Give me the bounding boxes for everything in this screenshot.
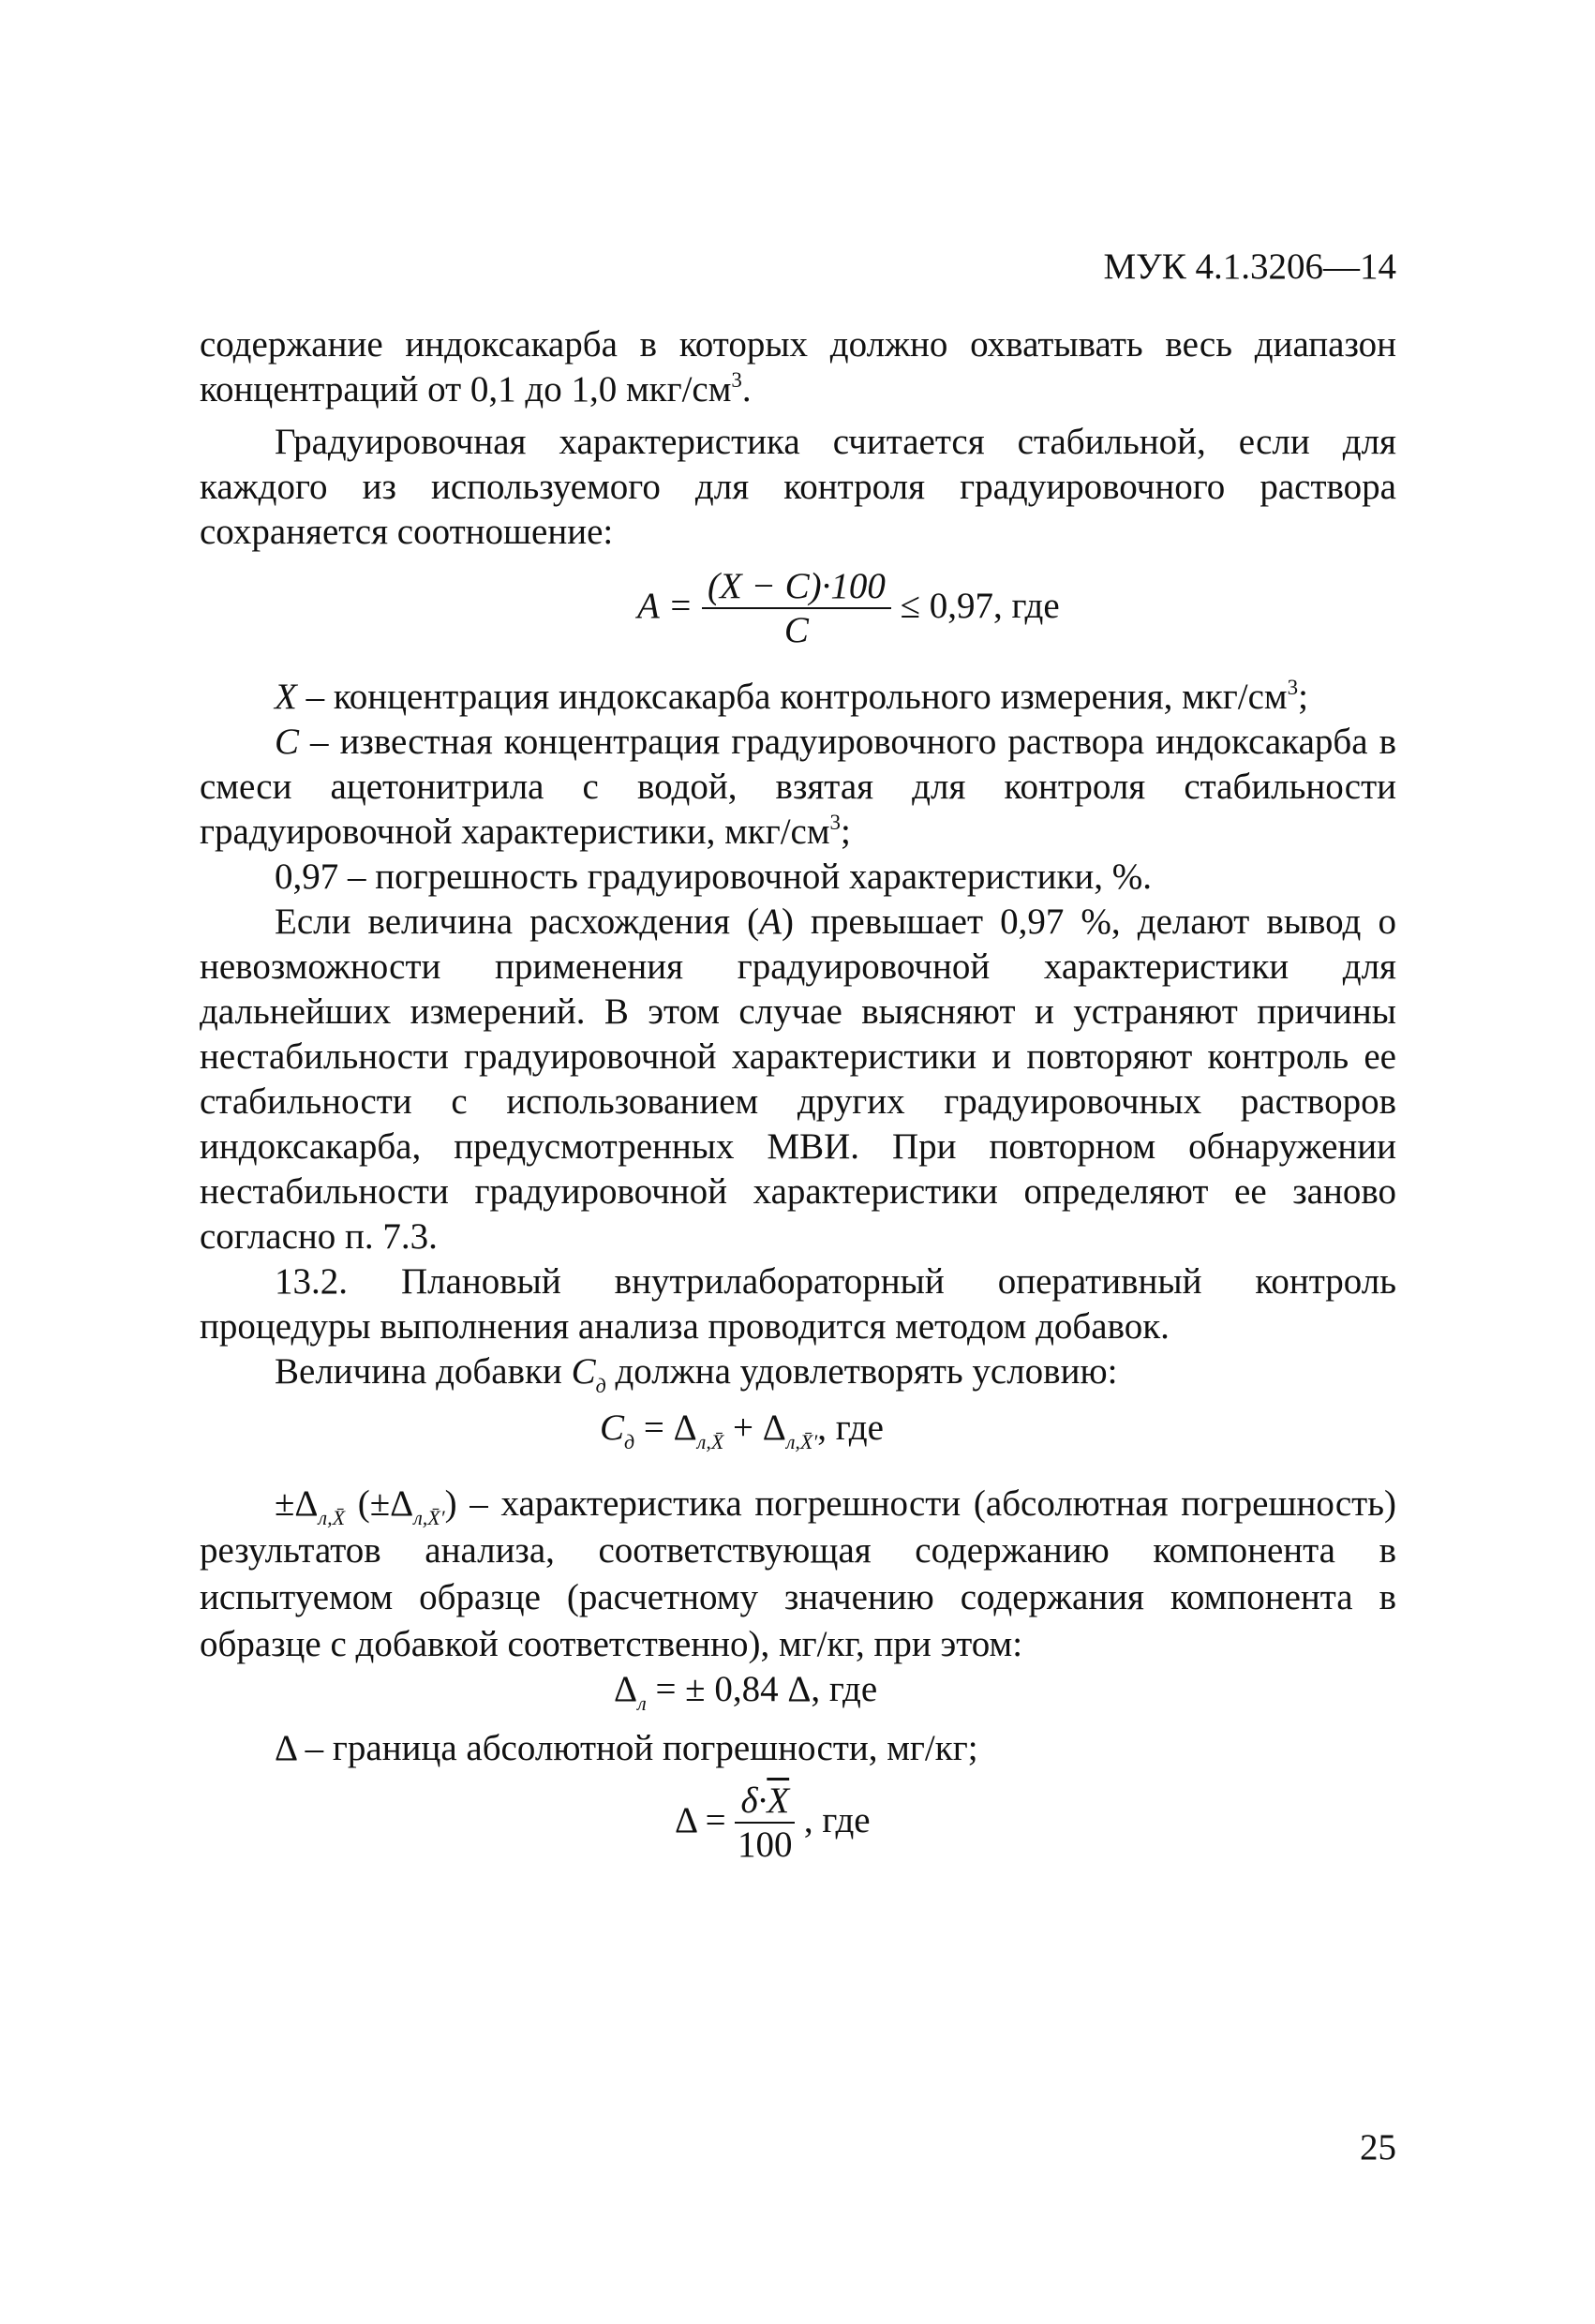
formula-delta-l: [614, 1667, 878, 1715]
paragraph-additive: [200, 1349, 1396, 1397]
formula-delta-rhs: , где: [803, 1799, 871, 1840]
formula-delta-lhs: Δ =: [675, 1799, 726, 1840]
delta-symbol: Δ: [614, 1669, 638, 1709]
delta-symbol-prime: (±Δ: [345, 1483, 414, 1524]
period: .: [741, 369, 752, 410]
formula-numerator: (X − C)·100: [702, 566, 891, 609]
formula-tail: , где: [817, 1408, 884, 1448]
paragraph-discrepancy: [200, 900, 1396, 1259]
formula-denominator: C: [783, 610, 809, 650]
x-mean-symbol: $\overline{X}$: [767, 1780, 790, 1821]
formula-additive: [600, 1406, 884, 1451]
cube-superscript: 3: [829, 811, 842, 834]
definition-x: [200, 675, 1396, 720]
document-code-header: МУК 4.1.3206—14: [1103, 246, 1396, 287]
page-number: 25: [1360, 2127, 1396, 2168]
paragraph-discrepancy-pre: Если величина расхождения (: [275, 901, 760, 942]
paragraph-discrepancy-text: ) превышает 0,97 %, делают вывод о невозможности применения градуировочной характеристики для дальнейших измерений. В этом случае выясняют и устраняют причины нестабильности градуировочной характеристики и повторяют контроль ее стабильности с использованием других градуировочных растворов индоксакарба, предусмотренных МВИ. При повторном обнаружении нестабильности градуировочной характеристики определяют ее заново согласно п. 7.3.: [200, 901, 1396, 1257]
formula-delta-fraction: [735, 1780, 795, 1867]
formula-delta-l-rhs: = ± 0,84 Δ, где: [646, 1669, 878, 1709]
subscript-lx: л,X̄: [318, 1506, 346, 1529]
symbol-c: C: [571, 1351, 596, 1392]
subscript-d: д: [595, 1374, 606, 1397]
definition-x-text: – концентрация индоксакарба контрольного измерения, мкг/см: [296, 677, 1288, 717]
definition-097: 0,97 – погрешность градуировочной характеристики, %.: [275, 857, 1152, 897]
cube-superscript: 3: [731, 368, 742, 392]
subscript-lx-prime: л,X̄′: [413, 1506, 445, 1529]
paragraph-additive-pre: Величина добавки: [275, 1351, 572, 1392]
delta-symbol: ±Δ: [275, 1483, 319, 1524]
definition-c: [200, 720, 1396, 855]
definition-delta: Δ – граница абсолютной погрешности, мг/кг;: [275, 1728, 978, 1768]
definition-c-text: – известная концентрация градуировочного раствора индоксакарба в смеси ацетонитрила с водой, взятая для контроля стабильности градуировочной характеристики, мкг/см: [200, 722, 1396, 852]
paragraph-section-13-2: 13.2. Плановый внутрилабораторный оперативный контроль процедуры выполнения анализа проводится методом добавок.: [200, 1261, 1396, 1347]
semicolon: ;: [1298, 677, 1308, 717]
formula-lhs: A =: [637, 585, 693, 626]
formula-fraction: [702, 566, 891, 652]
paragraph-additive-post: должна удовлетворять условию:: [605, 1351, 1118, 1392]
subscript-l: л: [637, 1691, 647, 1715]
symbol-c: C: [275, 722, 300, 762]
subscript-lx-prime: л,X̄′: [785, 1430, 818, 1453]
formula-discrepancy: [637, 566, 1060, 652]
formula-delta-denominator: 100: [738, 1825, 793, 1865]
delta-small-symbol: δ·: [740, 1780, 768, 1821]
formula-delta-2: + Δ: [723, 1408, 786, 1448]
formula-delta-1: = Δ: [634, 1408, 697, 1448]
formula-delta-numerator: [735, 1780, 795, 1824]
formula-delta: [675, 1780, 871, 1867]
subscript-lx: л,X̄: [696, 1430, 724, 1453]
symbol-a: A: [759, 901, 782, 942]
semicolon: ;: [841, 812, 851, 852]
symbol-x: X: [275, 677, 297, 717]
paragraph-error-characteristic: [200, 1481, 1396, 1668]
paragraph-range: [200, 322, 1396, 412]
paragraph-stability: Градуировочная характеристика считается стабильной, если для каждого из используемого для контроля градуировочного раствора сохраняется соотношение:: [200, 422, 1396, 552]
formula-rhs: ≤ 0,97, где: [900, 585, 1060, 626]
paragraph-error-characteristic-text: ) – характеристика погрешности (абсолютная погрешность) результатов анализа, соответствующая содержанию компонента в испытуемом образце (расчетному значению содержания компонента в образце с добавкой соответственно), мг/кг, при этом:: [200, 1483, 1396, 1664]
paragraph-range-text: содержание индоксакарба в которых должно охватывать весь диапазон концентраций от 0,1 до 1,0 мкг/см: [200, 324, 1396, 410]
subscript-d: д: [624, 1430, 635, 1453]
symbol-c: C: [600, 1408, 625, 1448]
cube-superscript: 3: [1287, 676, 1299, 699]
